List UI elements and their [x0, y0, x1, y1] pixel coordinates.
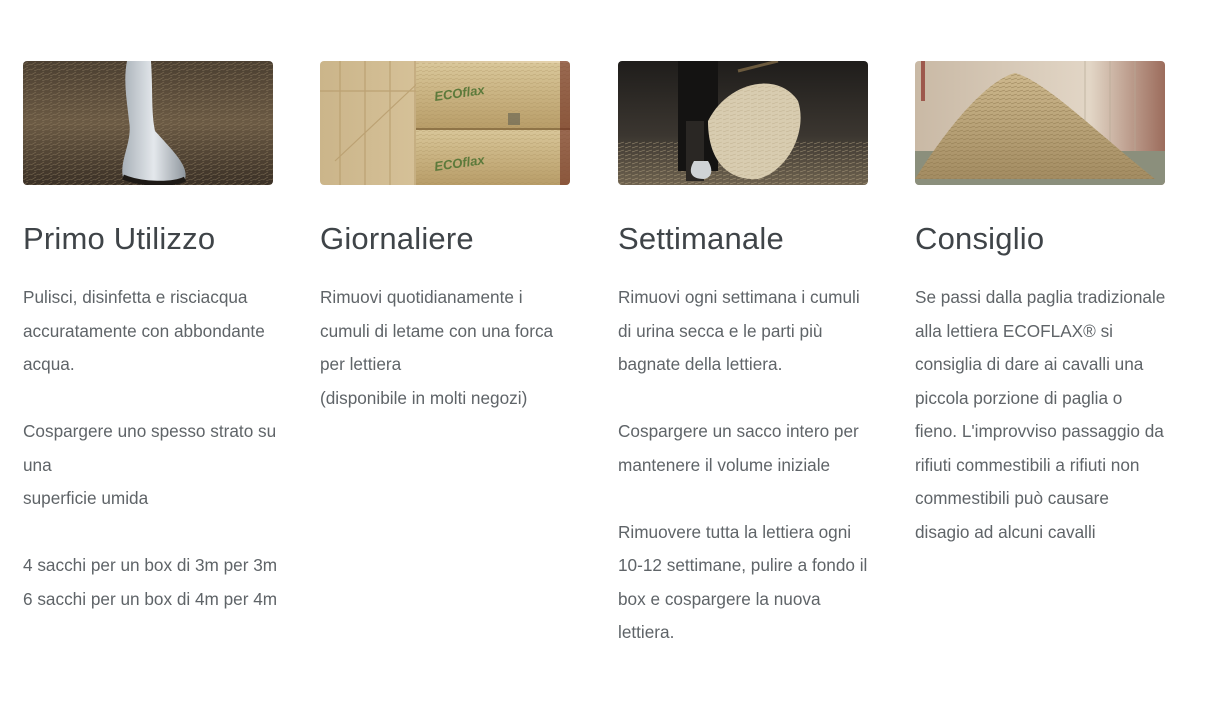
text-line: 6 sacchi per un box di 4m per 4m — [23, 588, 278, 609]
text-line: commestibili può causare — [915, 488, 1109, 508]
fork-bedding-image — [618, 61, 868, 185]
bale-brand-bottom: ECOflax — [433, 152, 486, 174]
text-line: fieno. L'improvviso passaggio da — [915, 421, 1164, 441]
section-title: Giornaliere — [320, 221, 474, 256]
text-line: alla lettiera ECOFLAX® si — [915, 320, 1113, 341]
text-line: Cospargere uno spesso strato su — [23, 421, 277, 441]
column-giornaliere — [320, 61, 572, 408]
ecoflax-bales-image — [320, 61, 570, 185]
text-line: Cospargere un sacco intero per — [618, 421, 859, 441]
paragraph — [915, 281, 1167, 549]
text-line: di urina secca e le parti più — [618, 320, 823, 341]
text-line: piccola porzione di paglia o — [915, 387, 1123, 408]
paragraph — [23, 549, 278, 616]
text-line: 4 sacchi per un box di 3m per 3m — [23, 555, 278, 575]
section-body — [320, 281, 572, 449]
section-body — [915, 281, 1167, 583]
bedding-pile-image — [915, 61, 1165, 185]
text-line: disagio ad alcuni cavalli — [915, 521, 1096, 542]
text-line: lettiera. — [618, 622, 675, 642]
text-line: mantenere il volume iniziale — [618, 454, 831, 475]
text-line: (disponibile in molti negozi) — [320, 387, 528, 408]
text-line: accuratamente con abbondante — [23, 320, 265, 341]
text-line: Pulisci, disinfetta e risciacqua — [23, 287, 248, 307]
text-line: 10-12 settimane, pulire a fondo il — [618, 555, 868, 575]
paragraph — [320, 281, 572, 415]
column-primo-utilizzo — [23, 61, 278, 609]
horse-hoof-image — [23, 61, 273, 185]
section-title: Primo Utilizzo — [23, 221, 216, 256]
section-body — [618, 281, 870, 683]
text-line: acqua. — [23, 354, 75, 374]
section-title: Consiglio — [915, 221, 1045, 256]
paragraph — [23, 281, 275, 382]
text-line: cumuli di letame con una forca — [320, 320, 554, 341]
text-line: una — [23, 454, 52, 475]
text-line: box e cospargere la nuova — [618, 588, 821, 609]
text-line: Rimuovi quotidianamente i — [320, 287, 523, 307]
text-line: consiglia di dare ai cavalli una — [915, 354, 1144, 374]
text-line: per lettiera — [320, 354, 402, 374]
text-line: Se passi dalla paglia tradizionale — [915, 287, 1166, 307]
text-line: superficie umida — [23, 488, 149, 508]
column-settimanale — [618, 61, 870, 642]
text-line: rifiuti commestibili a rifiuti non — [915, 454, 1140, 475]
paragraph — [618, 415, 870, 482]
text-line: bagnate della lettiera. — [618, 354, 783, 374]
paragraph — [618, 516, 870, 650]
text-line: Rimuovi ogni settimana i cumuli — [618, 287, 860, 307]
bale-brand-top: ECOflax — [433, 82, 486, 104]
text-line: Rimuovere tutta la lettiera ogni — [618, 521, 852, 542]
paragraph — [23, 415, 275, 516]
paragraph — [618, 281, 870, 382]
section-title: Settimanale — [618, 221, 784, 256]
section-body — [23, 281, 278, 650]
column-consiglio — [915, 61, 1167, 542]
